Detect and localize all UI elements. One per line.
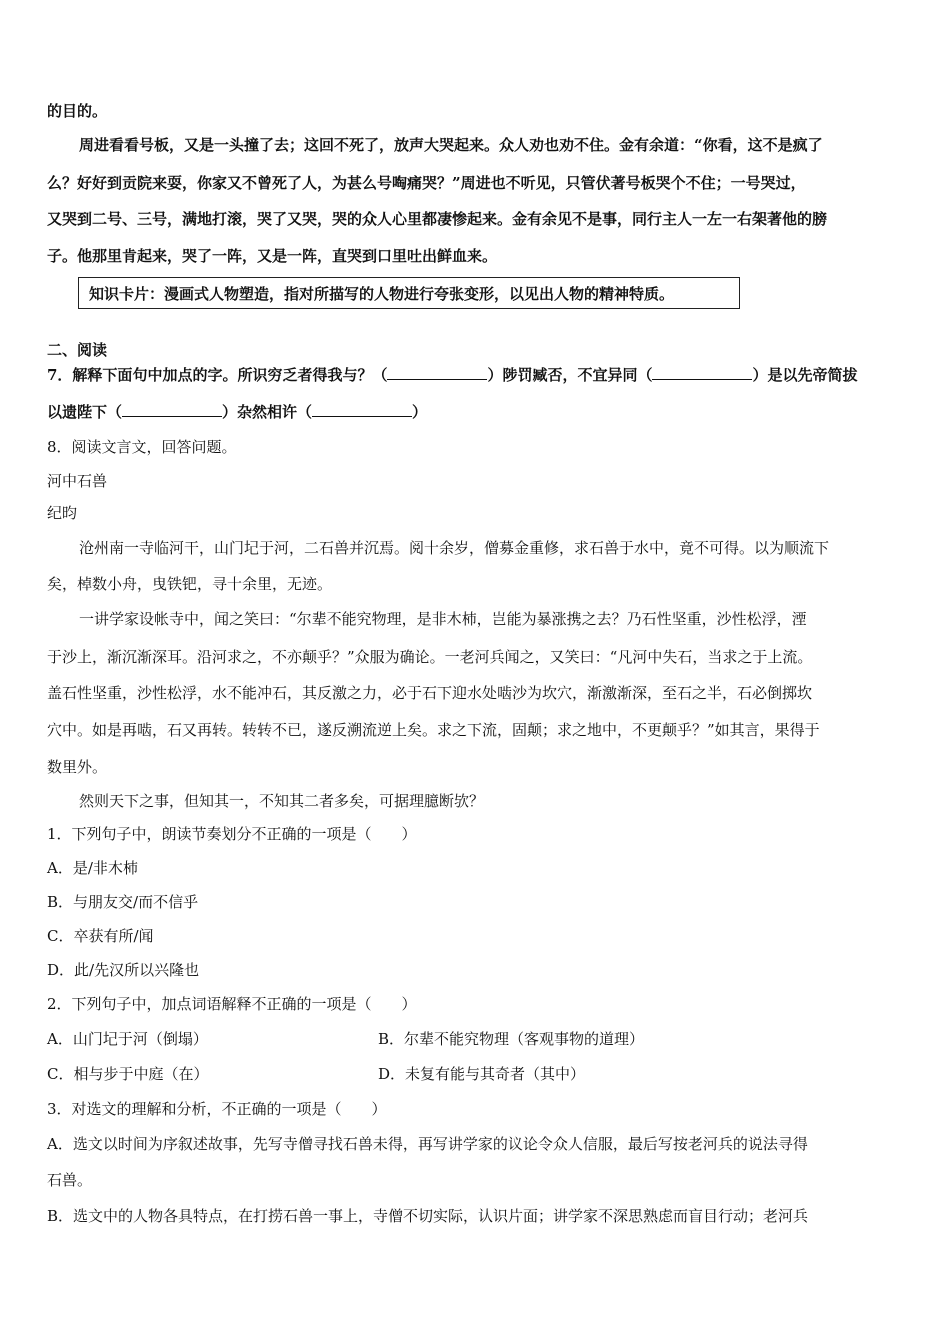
q7-blank-2[interactable] [652,364,752,380]
q7-text-6: ） [412,403,428,421]
classical-p2-line-5: 数里外。 [47,758,108,776]
text-title: 河中石兽 [47,472,108,490]
sub-question-3-option-a-line-1[interactable]: A．选文以时间为序叙述故事，先写寺僧寻找石兽未得，再写讲学家的议论令众人信服，最后写按老河兵的说法寻得 [47,1135,808,1153]
sub-question-2-option-d[interactable]: D．未复有能与其奇者（其中） [378,1065,586,1083]
classical-p3: 然则天下之事，但知其一，不知其二者多矣，可据理臆断欤？ [79,792,485,810]
q7-text-3: ）是以先帝简拔 [752,366,858,384]
q7-text-4: 以遗陛下（ [47,403,123,421]
classical-p2-line-3: 盖石性坚重，沙性松浮，水不能冲石，其反激之力，必于石下迎水处啮沙为坎穴，渐激渐深，至石之半，石必倒掷坎 [47,684,813,702]
sub-question-1-option-a[interactable]: A．是/非木杮 [47,859,138,877]
question-7-line-2 [47,401,427,422]
q7-blank-1[interactable] [387,364,487,380]
passage-line-2: 么？好好到贡院来耍，你家又不曾死了人，为甚么号啕痛哭？”周进也不听见，只管伏著号板哭个不住；一号哭过， [47,174,806,192]
sub-question-2-stem: 2．下列句子中，加点词语解释不正确的一项是（ ） [47,995,417,1013]
sub-question-2-option-a[interactable]: A．山门圮于河（倒塌） [47,1030,208,1048]
sub-question-3-option-a-line-2[interactable]: 石兽。 [47,1171,93,1189]
section-title: 二、阅读 [47,341,108,359]
question-8-intro: 8．阅读文言文，回答问题。 [47,438,237,456]
sub-question-3-option-b-line-1[interactable]: B．选文中的人物各具特点，在打捞石兽一事上，寺僧不切实际，认识片面；讲学家不深思熟虑而盲目行动；老河兵 [47,1207,809,1225]
classical-p2-line-1: 一讲学家设帐寺中，闻之笑曰：“尔辈不能究物理，是非木杮，岂能为暴涨携之去？乃石性坚重，沙性松浮，湮 [79,610,807,628]
q7-text-2: ）陟罚臧否，不宜异同（ [487,366,653,384]
classical-p2-line-2: 于沙上，渐沉渐深耳。沿河求之，不亦颠乎？”众服为确论。一老河兵闻之，又笑曰：“凡河中失石，当求之于上流。 [47,648,813,666]
q7-blank-3[interactable] [122,401,222,417]
classical-p1-line-2: 矣，棹数小舟，曳铁钯，寻十余里，无迹。 [47,575,333,593]
question-7-line-1 [47,364,857,385]
sub-question-3-stem: 3．对选文的理解和分析，不正确的一项是（ ） [47,1100,387,1118]
passage-line-3: 又哭到二号、三号，满地打滚，哭了又哭，哭的众人心里都凄惨起来。金有余见不是事，同行主人一左一右架著他的膀 [47,210,828,228]
sub-question-2-option-c[interactable]: C．相与步于中庭（在） [47,1065,209,1083]
sub-question-1-option-b[interactable]: B．与朋友交/而不信乎 [47,893,199,911]
classical-p2-line-4: 穴中。如是再啮，石又再转。转转不已，遂反溯流逆上矣。求之下流，固颠；求之地中，不更颠乎？”如其言，果得于 [47,721,820,739]
sub-question-2-option-b[interactable]: B．尔辈不能究物理（客观事物的道理） [378,1030,645,1048]
sub-question-1-stem: 1．下列句子中，朗读节奏划分不正确的一项是（ ） [47,825,417,843]
passage-line-1: 周进看看号板，又是一头撞了去；这回不死了，放声大哭起来。众人劝也劝不住。金有余道：“你看，这不是疯了 [79,136,823,154]
passage-line-0: 的目的。 [47,102,108,120]
sub-question-1-option-d[interactable]: D．此/先汉所以兴隆也 [47,961,200,979]
classical-p1-line-1: 沧州南一寺临河干，山门圮于河，二石兽并沉焉。阅十余岁，僧募金重修，求石兽于水中，竟不可得。以为顺流下 [79,539,830,557]
q7-text-5: ）杂然相许（ [222,403,313,421]
q7-blank-4[interactable] [312,401,412,417]
passage-line-4: 子。他那里肯起来，哭了一阵，又是一阵，直哭到口里吐出鲜血来。 [47,247,498,265]
sub-question-1-option-c[interactable]: C．卒获有所/闻 [47,927,154,945]
q7-text-1: 7．解释下面句中加点的字。所识穷乏者得我与？（ [47,366,388,384]
knowledge-card: 知识卡片：漫画式人物塑造，指对所描写的人物进行夸张变形，以见出人物的精神特质。 [78,277,740,309]
text-author: 纪昀 [47,504,78,522]
